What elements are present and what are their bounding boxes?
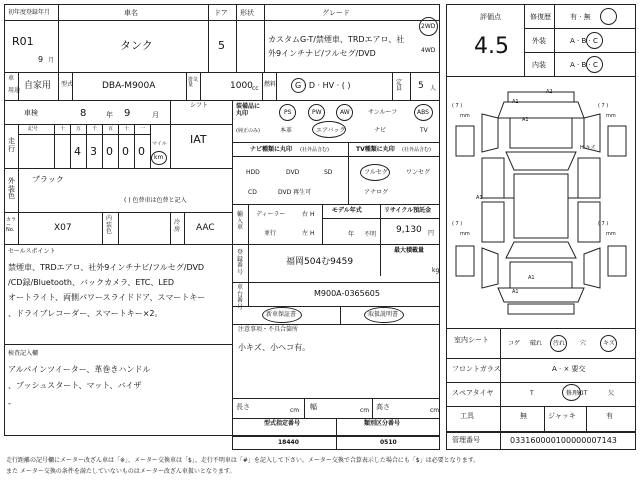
mileage-digit: 0 xyxy=(122,145,129,158)
registration-label: 登録番号 xyxy=(237,249,244,276)
import-label: 輸入車 xyxy=(237,211,244,232)
recycle-label: リサイクル預託金 xyxy=(384,207,432,214)
mileage-digit: 0 xyxy=(106,145,113,158)
fuel-options: G · D · HV · ( ) xyxy=(295,81,351,90)
class-no-value-display: 0510 xyxy=(380,439,397,446)
spare-tire-label: スペアタイヤ xyxy=(452,389,494,397)
interior-abc: A · B · C xyxy=(570,61,598,69)
grade-label: グレード xyxy=(322,9,350,17)
tire-bracket-fl: ( 7 ) xyxy=(452,103,463,109)
spare-tire-missing: 欠 xyxy=(608,390,615,397)
registration-value: 福岡504む9459 xyxy=(286,257,354,267)
footer-note-1: 走行距離の記号欄にメーター改ざん車は「※」、メーター交換車は「$」、走行不明車は「#」を記入して下さい。メーター交換で合算表示した場合にも「$」は必要となります。 xyxy=(6,457,480,464)
usage-value: 自家用 xyxy=(24,81,52,91)
spare-tire-t: T xyxy=(530,390,534,397)
frame-label: 車台番号 xyxy=(237,284,244,311)
notes-label: 注意事項・不具合箇所 xyxy=(238,326,299,333)
model-year-label: モデル年式 xyxy=(332,207,362,214)
mileage-digit: 0 xyxy=(138,145,145,158)
interior-color-label: 内装色 xyxy=(106,215,113,236)
repair-label: 修復歴 xyxy=(530,13,551,21)
height-label: 高さ xyxy=(376,403,390,411)
width-label: 幅 xyxy=(310,403,317,411)
model-no-label: 型式指定番号 xyxy=(264,420,301,427)
import-left-h: H xyxy=(310,230,315,237)
repair-none-circle xyxy=(600,8,617,25)
import-parallel: 並行 xyxy=(264,230,277,237)
front-glass-options: A · × 要交 xyxy=(552,365,586,373)
exterior-b-circle xyxy=(586,32,603,49)
equipment-sub-label: (純正のみ) xyxy=(236,128,260,134)
mileage-digit: 4 xyxy=(74,145,81,158)
equipment-sunroof: サンルーフ xyxy=(368,109,398,116)
mileage-label: 走行 xyxy=(8,137,15,153)
color-value: ブラック xyxy=(32,175,64,184)
interior-seat-label: 室内シート xyxy=(454,336,489,344)
sales-point-label: セールスポイント xyxy=(8,248,56,255)
length-label: 長さ xyxy=(236,403,250,411)
mileage-header-man: 万 xyxy=(76,126,82,132)
model-year-unknown: 不明 xyxy=(364,231,377,238)
tv-header-sub: (社外品含む) xyxy=(402,147,431,153)
diagram-mark: H-キズ xyxy=(580,145,596,151)
recycle-yen: 円 xyxy=(428,230,435,237)
mileage-header-hyaku: 百 xyxy=(108,126,114,132)
seat-scratch: キズ xyxy=(603,340,615,347)
fuel-label: 燃料 xyxy=(264,81,277,88)
navi-dvd: DVD xyxy=(286,169,300,176)
equipment-pw: PW xyxy=(312,109,322,116)
max-load-kg: kg xyxy=(432,267,440,274)
manual: 取扱説明書 xyxy=(368,311,399,318)
inspector-line: 、プッシュスタート、マット、バイザ xyxy=(8,381,142,390)
sales-point-line: オートライト、両側パワースライドドア、スマートキー xyxy=(8,293,206,302)
recycle-value: 9,130 xyxy=(396,225,422,235)
tv-oneseg: ワンセグ xyxy=(406,169,431,176)
inspection-label: 車検 xyxy=(24,109,38,117)
import-right-h: H xyxy=(310,211,315,218)
seat-tear: 破れ xyxy=(530,340,543,347)
management-label: 管理番号 xyxy=(452,436,480,444)
inspector-line: - xyxy=(8,399,11,408)
import-right: 右 xyxy=(302,211,309,218)
import-dealer: ディーラー xyxy=(256,211,286,218)
grade-line1: カスタムG-T/禁煙車、TRDエアロ、社 xyxy=(268,35,405,44)
mileage-header-sen: 千 xyxy=(92,126,98,132)
usage-label: 用途 xyxy=(8,87,21,94)
diagram-mark: A2 xyxy=(546,89,553,95)
ac-label: 冷房 xyxy=(174,219,181,233)
frame-value: M900A-0365605 xyxy=(314,289,380,298)
equipment-tv: TV xyxy=(420,127,428,134)
tire-mm-fr: mm xyxy=(606,113,616,119)
equipment-aw: AW xyxy=(340,109,350,116)
diagram-mark: A1 xyxy=(522,117,529,123)
diagram-mark: A1 xyxy=(476,195,483,201)
seat-burn: コゲ xyxy=(508,340,521,347)
mileage-unit-mile: マイル xyxy=(152,141,167,147)
inspection-month: 9 xyxy=(124,108,131,119)
shape-label: 形状 xyxy=(240,9,254,17)
inspection-month-unit: 月 xyxy=(152,111,159,119)
reg-month-unit: 月 xyxy=(48,57,55,64)
type-number-row xyxy=(232,428,440,436)
mileage-unit-km: km xyxy=(154,154,164,161)
tire-bracket-rl: ( 7 ) xyxy=(452,221,463,227)
color-note: ( ) 色替車は色替と記入 xyxy=(124,197,187,204)
tv-fullseg: フルセグ xyxy=(364,169,388,176)
sales-point-line: 、ドライブレコーダー、スマートキー×2。 xyxy=(8,309,163,318)
color-label: 外装色 xyxy=(8,177,15,201)
inspection-year-unit: 年 xyxy=(106,111,113,119)
exterior-label: 外装 xyxy=(532,37,546,45)
equipment-leather: 本革 xyxy=(280,127,293,134)
front-glass-label: フロントガラス xyxy=(452,365,501,373)
color-no-value: X07 xyxy=(54,223,72,233)
diagram-mark: A1 xyxy=(512,99,519,105)
navi-hdd: HDD xyxy=(246,169,260,176)
reg-era: R01 xyxy=(12,35,34,48)
length-cm: cm xyxy=(290,407,300,414)
tire-mm-rr: mm xyxy=(606,231,616,237)
navi-sd: SD xyxy=(324,169,333,176)
reg-month: 9 xyxy=(38,55,44,64)
door-label: ドア xyxy=(214,9,228,17)
equipment-abs: ABS xyxy=(417,109,429,116)
mileage-header-sign: 記号 xyxy=(28,126,39,132)
footer-note-2: また メーター交換の条件を満たしていないものはメーター改ざん車扱いとなります。 xyxy=(6,468,236,475)
jack-label: ジャッキ xyxy=(548,412,576,420)
tools-value: 無 xyxy=(520,412,527,420)
max-load-label: 最大積載量 xyxy=(394,247,425,254)
displacement-label: 排気量 xyxy=(188,77,199,88)
inspection-year: 8 xyxy=(80,108,87,119)
drive-2wd: 2WD xyxy=(421,23,436,30)
notes-value: 小キズ、小ヘコ有。 xyxy=(238,343,311,352)
mileage-header-ichi: 一 xyxy=(140,126,146,132)
navi-dvd-play: DVD 再生可 xyxy=(278,189,312,196)
model-label: 型式 xyxy=(61,81,74,88)
jack-value: 有 xyxy=(606,412,613,420)
displacement-value: 1000 xyxy=(230,81,253,91)
model-value: DBA-M900A xyxy=(102,81,156,91)
sales-point-line: 禁煙車、TRDエアロ、社外9インチナビ/フルセグ/DVD xyxy=(8,263,205,272)
tools-label: 工具 xyxy=(460,412,474,420)
mileage-digit: 3 xyxy=(90,145,97,158)
navi-cd: CD xyxy=(248,189,257,196)
model-year-unit: 年 xyxy=(348,231,355,238)
tire-bracket-rr: ( 7 ) xyxy=(598,221,609,227)
import-left: 左 xyxy=(302,230,309,237)
equipment-ps: PS xyxy=(284,109,292,116)
equipment-navi: ナビ xyxy=(374,127,387,134)
inspector-label: 検査記入欄 xyxy=(8,350,39,357)
shift-label: シフト xyxy=(190,102,209,109)
person-unit: 人 xyxy=(430,85,437,92)
tire-bracket-fr: ( 7 ) xyxy=(598,103,609,109)
score-value: 4.5 xyxy=(474,34,509,59)
model-no-value-display: 18440 xyxy=(278,439,299,446)
color-no-label: カラーNo. xyxy=(6,217,17,233)
tire-mm-fl: mm xyxy=(460,113,470,119)
door-count: 5 xyxy=(218,39,225,52)
height-cm: cm xyxy=(430,407,440,414)
usage-prefix: 車 xyxy=(8,75,15,82)
grade-line2: 外9インチナビ/フルセグ/DVD xyxy=(268,49,376,58)
diagram-mark: A1 xyxy=(528,275,535,281)
capacity-label: 定員 xyxy=(396,79,403,92)
tv-header: TV種類に丸印 xyxy=(356,146,395,153)
seat-dirt: 汚れ xyxy=(553,340,566,347)
cc-unit: cc xyxy=(252,85,259,92)
diagram-mark: A1 xyxy=(512,289,519,295)
drive-4wd: 4WD xyxy=(421,47,436,54)
interior-label: 内装 xyxy=(532,61,546,69)
mileage-header-ten-man: 十 xyxy=(60,126,66,132)
car-name-value: タンク xyxy=(120,39,153,52)
ac-value: AAC xyxy=(196,223,215,233)
management-value: 033160000100000007143 xyxy=(510,436,617,445)
equipment-airbag: エアバック xyxy=(316,127,346,134)
width-cm: cm xyxy=(360,407,370,414)
tv-analog: アナログ xyxy=(364,189,389,196)
new-warranty: 新車保証書 xyxy=(266,311,297,318)
navi-header: ナビ種類に丸印 xyxy=(250,146,293,153)
mileage-header-ju: 十 xyxy=(124,126,130,132)
spare-tire-kit: 修理KIT xyxy=(566,390,588,397)
score-label: 評価点 xyxy=(480,13,501,21)
inspector-line: アルパインツイーター、革巻きハンドル xyxy=(8,365,151,374)
seat-hole: 穴 xyxy=(580,340,587,347)
shift-value: IAT xyxy=(190,133,207,146)
navi-header-sub: (社外品含む) xyxy=(300,147,329,153)
equipment-label: 装備品に丸印 xyxy=(236,103,261,117)
capacity-value: 5 xyxy=(418,81,424,91)
exterior-abc: A · B · C xyxy=(570,37,598,45)
car-name-label: 車名 xyxy=(124,9,138,17)
class-no-label: 類別区分番号 xyxy=(364,420,401,427)
reg-year-label: 初年度登録年月 xyxy=(8,9,51,16)
sales-point-line: /CD録/Bluetooth、バックカメラ、ETC、LED xyxy=(8,278,175,287)
repair-options: 有 · 無 xyxy=(570,13,591,21)
interior-b-circle xyxy=(586,56,603,73)
tire-mm-rl: mm xyxy=(460,231,470,237)
